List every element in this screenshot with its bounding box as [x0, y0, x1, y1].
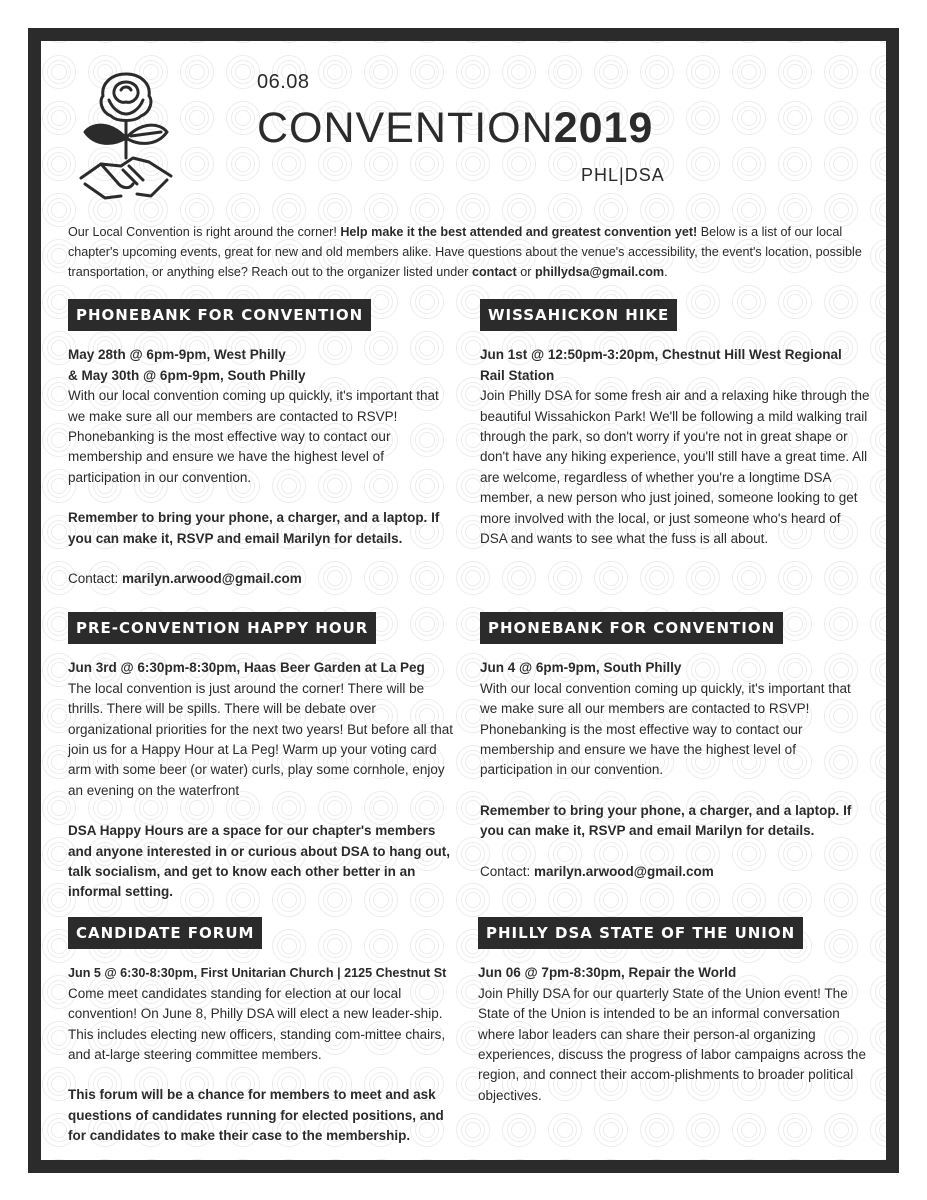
- event-note: Remember to bring your phone, a charger, and a laptop. If you can make it, RSVP and email Marilyn for details.: [68, 510, 440, 546]
- intro-paragraph: [68, 222, 868, 282]
- intro-end: .: [664, 265, 668, 279]
- contact-label: Contact:: [68, 571, 123, 587]
- contact-email[interactable]: marilyn.arwood@gmail.com: [122, 571, 302, 587]
- intro-highlight: Help make it the best attended and greatest convention yet!: [340, 225, 698, 239]
- section-header: PRE-CONVENTION HAPPY HOUR: [68, 612, 376, 644]
- event-when: Jun 3rd @ 6:30pm-8:30pm, Haas Beer Garden at La Peg: [68, 660, 425, 676]
- event-body: Join Philly DSA for our quarterly State of the Union event! The State of the Union is intended to be an informal conversation where labor leaders can share their person-al organizing experiences, discuss the progress of labor campaigns across the region, and connect their accom-plishments to broader political objectives.: [478, 985, 866, 1103]
- event-body: With our local convention coming up quickly, it's important that we make sure all our members are contacted to RSVP! Phonebanking is the most effective way to contact our membership and ensure we have the highest level of participation in our convention.: [480, 680, 851, 778]
- section-header: PHONEBANK FOR CONVENTION: [68, 299, 371, 331]
- event-note: DSA Happy Hours are a space for our chapter's members and anyone interested in or curious about DSA to hang out, talk socialism, and get to know each other better in an informal setting.: [68, 823, 451, 900]
- event-state-of-union: [478, 917, 868, 1106]
- rose-handshake-icon: [71, 66, 181, 206]
- event-contact: [480, 862, 870, 882]
- event-contact: [68, 569, 458, 589]
- event-body: Come meet candidates standing for election at our local convention! On June 8, Philly DSA will elect a new leader-ship. This includes electing new officers, standing com-mittee chairs, and at-large steering committee members.: [68, 985, 446, 1063]
- intro-or: or: [516, 265, 535, 279]
- section-header: CANDIDATE FORUM: [68, 917, 262, 949]
- event-candidate-forum: [68, 917, 458, 1147]
- title-year: 2019: [553, 104, 654, 152]
- contact-email[interactable]: marilyn.arwood@gmail.com: [534, 863, 714, 879]
- event-body: The local convention is just around the corner! There will be thrills. There will be spills. There will be debate over organizational priorities for the next two years! But before all that join us for a Happy Hour at La Peg! Warm up your voting card arm with some beer (or water) curls, play some cornhole, enjoy an evening on the waterfront: [68, 680, 453, 798]
- event-date: 06.08: [257, 71, 310, 93]
- event-when: Jun 1st @ 12:50pm-3:20pm, Chestnut Hill West Regional Rail Station: [480, 347, 842, 383]
- section-header: PHILLY DSA STATE OF THE UNION: [478, 917, 803, 949]
- page-title: [257, 103, 653, 153]
- event-hike: [480, 299, 870, 549]
- event-when: Jun 06 @ 7pm-8:30pm, Repair the World: [478, 965, 737, 981]
- intro-email[interactable]: phillydsa@gmail.com: [534, 265, 665, 279]
- contact-label: Contact:: [480, 863, 535, 879]
- intro-text-2: Below is a list of our local chapter's upcoming events, great for new and old members alike. Have questions about the venue's accessibility, the event's location, possible transportation, or anything else? Reach out to the organizer listed under: [68, 225, 862, 279]
- chapter-tag: PHL|DSA: [581, 165, 665, 185]
- event-when: May 28th @ 6pm-9pm, West Philly: [68, 347, 286, 363]
- event-happy-hour: [68, 612, 458, 903]
- intro-contact-word: contact: [471, 265, 517, 279]
- section-header: WISSAHICKON HIKE: [480, 299, 677, 331]
- intro-text-1: Our Local Convention is right around the corner!: [68, 225, 341, 239]
- title-word: CONVENTION: [257, 104, 554, 152]
- event-note: This forum will be a chance for members to meet and ask questions of candidates running for elected positions, and for candidates to make their case to the membership.: [68, 1087, 444, 1144]
- event-phonebank-2: [480, 612, 870, 882]
- event-body: Join Philly DSA for some fresh air and a relaxing hike through the beautiful Wissahickon Park! We'll be following a mild walking trail through the park, so don't worry if you're not in great shape or don't have any hiking experience, you'll still have a great time. All are welcome, regardless of whether you're a longtime DSA member, a new person who just joined, someone looking to get more involved with the local, or just someone who's heard of DSA and wants to see what the fuss is all about.: [480, 388, 870, 547]
- event-when: & May 30th @ 6pm-9pm, South Philly: [68, 367, 306, 383]
- event-phonebank-1: [68, 299, 458, 589]
- event-note: Remember to bring your phone, a charger, and a laptop. If you can make it, RSVP and email Marilyn for details.: [480, 802, 852, 839]
- poster-sheet: [41, 41, 886, 1160]
- event-when: Jun 4 @ 6pm-9pm, South Philly: [480, 660, 682, 676]
- event-when: Jun 5 @ 6:30-8:30pm, First Unitarian Church | 2125 Chestnut St: [68, 966, 447, 981]
- section-header: PHONEBANK FOR CONVENTION: [480, 612, 783, 644]
- event-body: With our local convention coming up quickly, it's important that we make sure all our members are contacted to RSVP! Phonebanking is the most effective way to contact our membership and ensure we have the highest level of participation in our convention.: [68, 388, 439, 485]
